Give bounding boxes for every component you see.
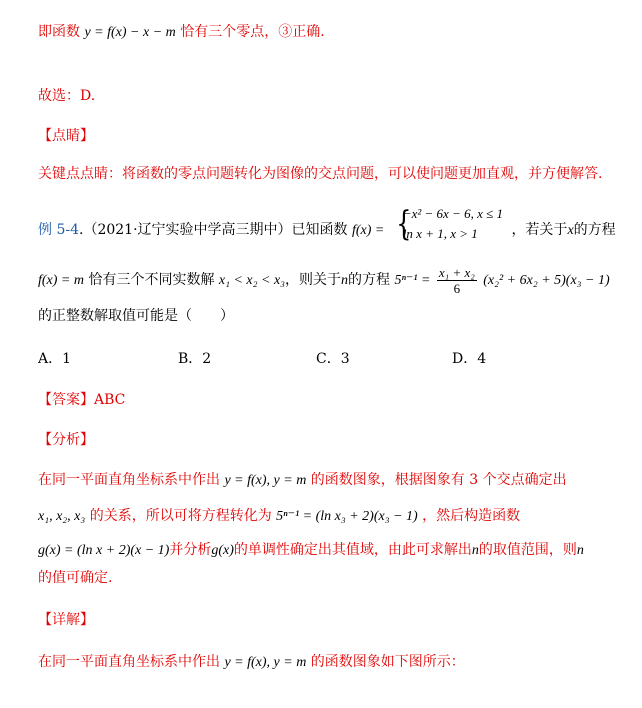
analysis-line-1 (38, 470, 567, 491)
choice-c: C．3 (316, 351, 350, 367)
equation-text-2: ，则关于 (285, 272, 342, 288)
conclusion-formula: y = f(x) − x − m (84, 25, 176, 40)
analysis-2-post: ，然后构造函数 (422, 508, 521, 524)
analysis-1-math: y = f(x), y = m (224, 473, 307, 488)
line-choice-d: 故选：D. (38, 88, 96, 104)
line-conclusion (38, 22, 325, 43)
equation-text-1: 恰有三个不同实数解 (88, 272, 215, 288)
conclusion-suffix: 恰有三个零点，③正确. (180, 24, 325, 40)
analysis-3-n2: n (576, 543, 584, 558)
piecewise-fx: f(x) = (351, 223, 385, 238)
analysis-1-post: 的函数图象，根据图象有 3 个交点确定出 (310, 472, 567, 488)
example-label: 例 5-4 (38, 222, 79, 238)
analysis-3-text: 并分析 (169, 542, 212, 558)
heading-detail: 【详解】 (38, 612, 94, 628)
fx-equals-m: f(x) = m (38, 273, 84, 288)
choice-b: B．2 (178, 351, 212, 367)
product-expression: (x₂² + 6x₂ + 5)(x₃ − 1) (483, 273, 610, 288)
analysis-line-4: 的值可确定. (38, 570, 113, 586)
answer: 【答案】ABC (38, 392, 126, 408)
heading-analysis: 【分析】 (38, 432, 94, 448)
piecewise-cases (403, 204, 503, 244)
analysis-1-pre: 在同一平面直角坐标系中作出 (38, 472, 220, 488)
analysis-line-3 (38, 540, 584, 561)
detail-1-pre: 在同一平面直角坐标系中作出 (38, 654, 220, 670)
analysis-line-2 (38, 506, 520, 527)
choice-a: A．1 (38, 351, 72, 367)
n-variable: n (341, 273, 349, 288)
example-text-2: ，若关于 (511, 222, 568, 238)
brace-icon: { (396, 204, 412, 244)
key-point-text: 关键点点睛：将函数的零点问题转化为图像的交点问题，可以使问题更加直观，并方便解答. (38, 166, 603, 182)
fraction-numerator: x₁ + x₂ (438, 264, 475, 280)
analysis-2-math: x₁, x₂, x₃ (38, 509, 86, 524)
roots-order: x₁ < x₂ < x₃ (218, 273, 286, 288)
equation-text-3: 的方程 (348, 272, 391, 288)
choice-d: D．4 (452, 351, 487, 367)
question-tail: 的正整数解取值可能是（ ） (38, 308, 234, 324)
example-x: x (567, 223, 574, 238)
example-statement (38, 204, 616, 248)
heading-key-point: 【点睛】 (38, 128, 94, 144)
analysis-3-text2: 的单调性确定出其值域，由此可求解出 (233, 542, 472, 558)
fraction-denominator: 6 (453, 280, 461, 296)
analysis-2-math2: 5ⁿ⁻¹ = (ln x₃ + 2)(x₃ − 1) (276, 509, 418, 524)
equation-line (38, 262, 610, 298)
detail-1-math: y = f(x), y = m (224, 655, 307, 670)
example-text-3: 的方程 (573, 222, 616, 238)
piecewise-case-2: ln x + 1, x > 1 (402, 226, 478, 241)
piecewise-case-1: −x² − 6x − 6, x ≤ 1 (402, 206, 503, 221)
conclusion-prefix: 即函数 (38, 24, 80, 40)
analysis-3-math: g(x) = (ln x + 2)(x − 1) (38, 543, 170, 558)
power-expression: 5ⁿ⁻¹ = (394, 273, 431, 288)
fraction (437, 265, 477, 296)
detail-1-post: 的函数图象如下图所示： (310, 654, 465, 670)
example-intro: .（2021·辽宁实验中学高三期中）已知函数 (79, 222, 348, 238)
analysis-3-n: n (471, 543, 479, 558)
detail-line-1 (38, 652, 465, 673)
analysis-2-text: 的关系，所以可将方程转化为 (89, 508, 272, 524)
analysis-3-gx: g(x) (211, 543, 234, 558)
analysis-3-text3: 的取值范围，则 (478, 542, 577, 558)
piecewise-definition (393, 204, 503, 256)
